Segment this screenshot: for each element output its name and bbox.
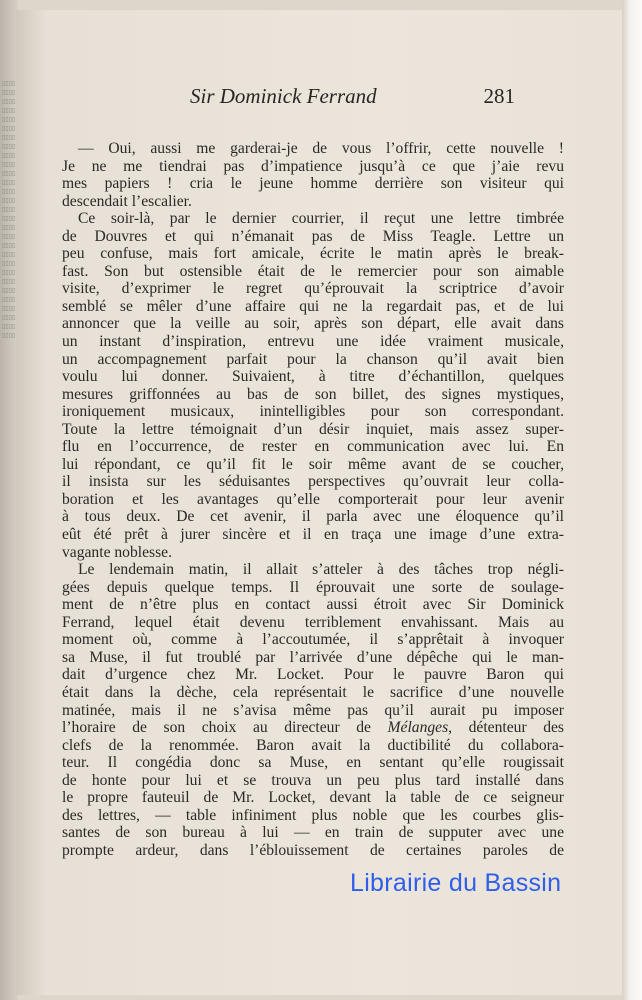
text-line: Ferrand, lequel était devenu terriblement envahissant. Mais au: [62, 613, 564, 631]
text-line: prompte ardeur, dans l’éblouissement de certaines paroles de: [62, 841, 564, 859]
text-line: boration et les avantages qu’elle comporterait pour leur avenir: [62, 490, 564, 508]
text-line: annoncer que la veille au soir, après son départ, elle avait dans: [62, 315, 564, 333]
text-line: Ce soir-là, par le dernier courrier, il reçut une lettre timbrée: [78, 210, 564, 228]
text-line: le propre fauteuil de Mr. Locket, devant la table de ce seigneur: [62, 789, 564, 807]
text-line: teur. Il congédia donc sa Muse, en sentant qu’elle rougissait: [62, 754, 564, 772]
text-line: un accompagnement parfait pour la chanson qu’il avait bien: [62, 350, 564, 368]
text-line: voulu lui donner. Suivaient, à titre d’échantillon, quelques: [62, 368, 564, 386]
watermark: Librairie du Bassin: [350, 869, 562, 897]
text-line: un instant d’inspiration, entrevu une idée vraiment musicale,: [62, 333, 564, 351]
text-line: de Douvres et qui n’émanait pas de Miss Teagle. Lettre un: [62, 227, 564, 245]
running-title: Sir Dominick Ferrand: [190, 84, 377, 108]
text-line: visite, d’exprimer le regret qu’éprouvait la scriptrice d’avoir: [62, 280, 564, 298]
text-line: lui répondant, ce qu’il fit le soir même avant de se coucher,: [62, 455, 564, 473]
text-line: à tous deux. De cet avenir, il parla avec une éloquence qu’il: [62, 508, 564, 526]
text-line: eût été prêt à jurer sincère et il en traça une image d’une extra-: [62, 526, 564, 544]
text-line: descendait l’escalier.: [62, 192, 192, 210]
text-line: Le lendemain matin, il allait s’atteler à des tâches trop négli-: [78, 561, 564, 579]
text-line: matinée, mais il ne s’avisa même pas qu’il aurait pu imposer: [62, 701, 564, 719]
text-line: mes papiers ! cria le jeune homme derrière son visiteur qui: [62, 175, 564, 193]
text-line: flu en l’occurrence, de rester en communication avec lui. En: [62, 438, 564, 456]
text-line: mesures griffonnées au bas de son billet, des signes mystiques,: [62, 385, 564, 403]
text-line: peu confuse, mais fort amicale, écrite le matin après le break-: [62, 245, 564, 263]
text-line: sa Muse, il fut troublé par l’arrivée d’une dépêche qui le man-: [62, 648, 564, 666]
text-line: gées depuis quelque temps. Il éprouvait une sorte de soulage-: [62, 578, 564, 596]
text-line: Toute la lettre témoignait d’un désir inquiet, mais assez super-: [62, 420, 564, 438]
page-header: [62, 84, 515, 110]
text-line: de honte pour lui et se trouva un peu plus tard installé dans: [62, 771, 564, 789]
facing-page-bleed-through: ▯▯▯▯▯▯▯▯▯▯▯▯▯▯▯▯▯▯▯▯▯▯▯▯▯▯▯▯▯▯▯▯▯▯▯▯▯▯▯▯▯▯▯▯▯▯▯▯▯▯▯▯▯▯▯▯▯▯▯▯▯▯▯▯▯▯▯▯▯▯▯▯▯▯▯▯▯▯▯▯▯▯▯▯▯▯▯▯▯▯▯▯▯▯▯▯▯▯▯▯▯▯▯▯▯▯▯▯▯▯▯▯▯▯▯▯: [2, 81, 16, 339]
text-line: fast. Son but ostensible était de le remercier pour son aimable: [62, 262, 564, 280]
text-line: semblé se mêler d’une affaire qui ne la regardait pas, et de lui: [62, 297, 564, 315]
text-line: Je ne me tiendrai pas d’impatience jusqu’à ce que j’aie revu: [62, 157, 564, 175]
text-line: l’horaire de son choix au directeur de Mélanges, détenteur des: [62, 719, 564, 737]
text-line: — Oui, aussi me garderai-je de vous l’offrir, cette nouvelle !: [78, 140, 564, 157]
text-line: ment de n’être plus en contact aussi étroit avec Sir Dominick: [62, 596, 564, 614]
page-number: 281: [483, 84, 515, 108]
text-line: santes de son bureau à lui — en train de supputer avec une: [62, 824, 564, 842]
text-line: il insista sur les séduisantes perspectives qu’ouvrait leur colla-: [62, 473, 564, 491]
text-line: vagante noblesse.: [62, 543, 172, 561]
text-line: des lettres, — table infiniment plus noble que les courbes glis-: [62, 806, 564, 824]
text-line: moment où, comme à l’accoutumée, il s’apprêtait à invoquer: [62, 631, 564, 649]
page-stack-edge: [622, 0, 642, 1000]
text-line: dait d’urgence chez Mr. Locket. Pour le pauvre Baron qui: [62, 666, 564, 684]
text-line: clefs de la renommée. Baron avait la ductibilité du collabora-: [62, 736, 564, 754]
text-line: ironiquement musicaux, inintelligibles pour son correspondant.: [62, 403, 564, 421]
text-line: était dans la dèche, cela représentait le sacrifice d’une nouvelle: [62, 683, 564, 701]
page-body-text: [62, 140, 564, 859]
